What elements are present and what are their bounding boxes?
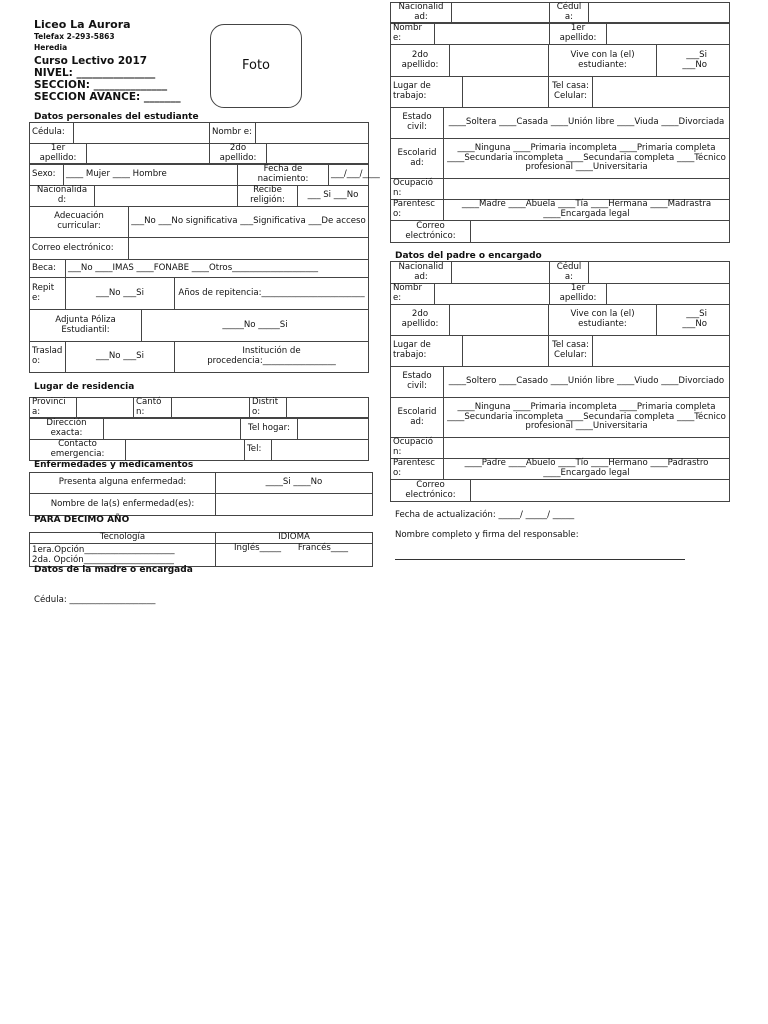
father-nombre-field[interactable] <box>435 284 550 305</box>
opcion2-field[interactable]: 2da. Opción_____________________ <box>32 554 174 565</box>
mother-apellido2-label: 2do apellido: <box>391 45 450 77</box>
photo-label: Foto <box>241 57 271 73</box>
firma-line[interactable] <box>395 559 685 560</box>
father-nombre-label: Nombr e: <box>391 284 435 305</box>
father-escolaridad-options[interactable]: ____Ninguna ____Primaria incompleta ____Primaria completa ____Secundaria incompleta ____Secundaria completa ____Técnico profesional ____Universitaria <box>444 398 730 438</box>
sexo-options[interactable]: ____ Mujer ____ Hombre <box>64 164 238 186</box>
distrito-field[interactable] <box>287 398 369 419</box>
father-nacionalidad-label: Nacionalid ad: <box>391 262 452 284</box>
correo-field[interactable] <box>129 238 369 260</box>
photo-box <box>210 24 302 108</box>
mother-table-3 <box>390 44 730 77</box>
fecha-nac-field[interactable]: ___/___/____ <box>329 164 369 186</box>
cedula-label: Cédula: <box>30 123 74 144</box>
mother-table-5 <box>390 107 730 221</box>
mother-correo-label: Correo electrónico: <box>391 221 471 243</box>
mother-cedula-label: Cédul a: <box>550 3 589 24</box>
mother-escolaridad-options[interactable]: ____Ninguna ____Primaria incompleta ____Primaria completa ____Secundaria incompleta ____Secundaria completa ____Técnico profesional ____Universitaria <box>444 139 730 179</box>
student-table-4 <box>29 185 369 207</box>
mother-vive-no[interactable]: ___No <box>682 59 707 70</box>
father-table-4 <box>390 335 730 367</box>
nivel-field[interactable]: NIVEL: _______________ <box>34 67 156 79</box>
adecuacion-options[interactable]: ___No ___No significativa ___Significativa ___De acceso <box>129 207 369 238</box>
student-table-8 <box>29 309 369 342</box>
residence-table-1 <box>29 397 369 419</box>
repite-options[interactable]: ___No ___Si <box>66 278 175 310</box>
school-year: Curso Lectivo 2017 <box>34 55 148 67</box>
student-table-7 <box>29 277 369 310</box>
mother-civil-options[interactable]: ____Soltera ____Casada ____Unión libre ____Viuda ____Divorciada <box>444 108 730 139</box>
mother-apellido1-label: 1er apellido: <box>550 23 607 45</box>
student-table-5 <box>29 206 369 260</box>
father-apellido1-field[interactable] <box>607 284 730 305</box>
mother-ocupacion-field[interactable] <box>444 179 730 200</box>
father-trabajo-label: Lugar de trabajo: <box>391 336 463 367</box>
father-table-2 <box>390 283 730 305</box>
provincia-field[interactable] <box>77 398 134 419</box>
direccion-field[interactable] <box>104 418 241 440</box>
school-city: Heredia <box>34 43 68 52</box>
student-table-9 <box>29 341 369 373</box>
mother-nombre-field[interactable] <box>435 23 550 45</box>
decimo-section-title: PARA DECIMO AÑO <box>34 515 130 525</box>
father-vive-label: Vive con la (el) estudiante: <box>549 305 657 336</box>
nacionalidad-label: Nacionalida d: <box>30 186 95 207</box>
mother-ocupacion-label: Ocupació n: <box>391 179 444 200</box>
seccion-avance-field[interactable]: SECCION AVANCE: _______ <box>34 91 181 103</box>
religion-options[interactable]: ___ Si ___No <box>298 186 369 207</box>
student-table-1 <box>29 122 369 144</box>
decimo-table <box>29 532 373 567</box>
student-section-title: Datos personales del estudiante <box>34 112 199 122</box>
father-tel-label: Tel casa: Celular: <box>549 336 593 367</box>
father-trabajo-field[interactable] <box>463 336 549 367</box>
contacto-field[interactable] <box>126 440 245 461</box>
mother-parentesco-options[interactable]: ____Madre ____Abuela ____Tía ____Hermana ____Madrastra ____Encargada legal <box>444 200 730 221</box>
cedula-field[interactable] <box>74 123 210 144</box>
father-civil-label: Estado civil: <box>391 367 444 398</box>
apellido1-field[interactable] <box>87 144 210 165</box>
father-ocupacion-label: Ocupació n: <box>391 438 444 459</box>
mother-cedula-field[interactable]: Cédula: ____________________ <box>34 595 156 605</box>
fecha-actualizacion-field[interactable]: Fecha de actualización: _____/ _____/ _____ <box>395 510 575 520</box>
father-cedula-input[interactable] <box>589 262 730 284</box>
father-correo-label: Correo electrónico: <box>391 480 471 502</box>
mother-table-2 <box>390 22 730 45</box>
mother-trabajo-label: Lugar de trabajo: <box>391 77 463 108</box>
nacionalidad-field[interactable] <box>95 186 238 207</box>
repite-label: Repit e: <box>30 278 66 310</box>
mother-tel-field[interactable] <box>593 77 730 108</box>
canton-label: Cantó n: <box>134 398 172 419</box>
illness-section-title: Enfermedades y medicamentos <box>34 460 194 470</box>
beca-label: Beca: <box>30 260 66 278</box>
father-table-1 <box>390 261 730 284</box>
father-vive-no[interactable]: ___No <box>682 319 707 329</box>
apellido1-label: 1er apellido: <box>30 144 87 165</box>
seccion-field[interactable]: SECCION: ______________ <box>34 79 168 91</box>
mother-nombre-label: Nombr e: <box>391 23 435 45</box>
contacto-label: Contacto emergencia: <box>30 440 126 461</box>
mother-cedula-input[interactable] <box>589 3 730 24</box>
mother-apellido2-field[interactable] <box>450 45 549 77</box>
student-table-6 <box>29 259 369 278</box>
mother-section-title: Datos de la madre o encargada <box>34 565 193 575</box>
residence-table-2 <box>29 417 369 440</box>
tel-hogar-label: Tel hogar: <box>241 418 298 440</box>
mother-nacionalidad-label: Nacionalid ad: <box>391 3 452 24</box>
mother-table-6 <box>390 220 730 243</box>
mother-apellido1-field[interactable] <box>607 23 730 45</box>
presenta-options[interactable]: ____Si ____No <box>216 473 373 494</box>
father-apellido2-label: 2do apellido: <box>391 305 450 336</box>
residence-section-title: Lugar de residencia <box>34 382 135 392</box>
canton-field[interactable] <box>172 398 250 419</box>
tecnologia-header: Tecnología <box>30 533 216 544</box>
mother-nacionalidad-field[interactable] <box>452 3 550 24</box>
mother-tel-label: Tel casa: Celular: <box>549 77 593 108</box>
illness-table <box>29 472 373 516</box>
mother-table-1 <box>390 2 730 24</box>
ingles-option[interactable]: Inglés_____ <box>234 542 282 553</box>
mother-table-4 <box>390 76 730 108</box>
adecuacion-label: Adecuación curricular: <box>30 207 129 238</box>
traslado-options[interactable]: ___No ___Si <box>66 342 175 373</box>
father-civil-options[interactable]: ____Soltero ____Casado ____Unión libre ____Viudo ____Divorciado <box>444 367 730 398</box>
mother-escolaridad-label: Escolarid ad: <box>391 139 444 179</box>
school-name: Liceo La Aurora <box>34 18 131 31</box>
father-cedula-label: Cédul a: <box>550 262 589 284</box>
firma-label: Nombre completo y firma del responsable: <box>395 530 579 540</box>
father-vive-si[interactable]: ___Si <box>686 309 707 320</box>
mother-parentesco-label: Parentesc o: <box>391 200 444 221</box>
traslado-label: Traslad o: <box>30 342 66 373</box>
father-table-3 <box>390 304 730 336</box>
mother-vive-label: Vive con la (el) estudiante: <box>549 45 657 77</box>
mother-correo-field[interactable] <box>471 221 730 243</box>
father-apellido2-field[interactable] <box>450 305 549 336</box>
mother-civil-label: Estado civil: <box>391 108 444 139</box>
father-tel-field[interactable] <box>593 336 730 367</box>
apellido2-field[interactable] <box>267 144 369 165</box>
father-ocupacion-field[interactable] <box>444 438 730 459</box>
father-parentesco-label: Parentesc o: <box>391 459 444 480</box>
correo-label: Correo electrónico: <box>30 238 129 260</box>
poliza-label: Adjunta Póliza Estudiantil: <box>30 310 142 342</box>
father-section-title: Datos del padre o encargado <box>395 251 542 261</box>
beca-options[interactable]: ___No ____IMAS ____FONABE ____Otros____________________ <box>66 260 369 278</box>
fecha-nac-label: Fecha de nacimiento: <box>238 164 329 186</box>
tel-field[interactable] <box>272 440 369 461</box>
apellido2-label: 2do apellido: <box>210 144 267 165</box>
distrito-label: Distrit o: <box>250 398 287 419</box>
provincia-label: Provinci a: <box>30 398 77 419</box>
direccion-label: Dirección exacta: <box>30 418 104 440</box>
idioma-header: IDIOMA <box>216 533 373 544</box>
enfermedades-field[interactable] <box>216 494 373 516</box>
father-escolaridad-label: Escolarid ad: <box>391 398 444 438</box>
sexo-label: Sexo: <box>30 164 64 186</box>
father-correo-field[interactable] <box>471 480 730 502</box>
enfermedades-label: Nombre de la(s) enfermedad(es): <box>30 494 216 516</box>
tel-hogar-field[interactable] <box>298 418 369 440</box>
father-table-5 <box>390 366 730 480</box>
procedencia-field[interactable]: Institución de procedencia:_________________ <box>175 342 369 373</box>
father-parentesco-options[interactable]: ____Padre ____Abuelo ____Tío ____Hermano ____Padrastro ____Encargado legal <box>444 459 730 480</box>
nombre-label: Nombr e: <box>210 123 256 144</box>
poliza-options[interactable]: _____No _____Si <box>142 310 369 342</box>
nombre-field[interactable] <box>256 123 369 144</box>
school-phone: Telefax 2-293-5863 <box>34 32 115 41</box>
repitencia-field[interactable]: Años de repitencia:________________________ <box>175 278 369 310</box>
mother-trabajo-field[interactable] <box>463 77 549 108</box>
father-apellido1-label: 1er apellido: <box>550 284 607 305</box>
student-table-3 <box>29 163 380 186</box>
student-table-2 <box>29 143 369 165</box>
residence-table-3 <box>29 439 369 461</box>
opcion1-field[interactable]: 1era.Opción_____________________ <box>32 544 175 555</box>
religion-label: Recibe religión: <box>238 186 298 207</box>
father-nacionalidad-field[interactable] <box>452 262 550 284</box>
presenta-label: Presenta alguna enfermedad: <box>30 473 216 494</box>
frances-option[interactable]: Francés____ <box>297 542 349 553</box>
father-table-6 <box>390 479 730 502</box>
mother-vive-si[interactable]: ___Si <box>686 49 707 60</box>
tel-label: Tel: <box>245 440 272 461</box>
